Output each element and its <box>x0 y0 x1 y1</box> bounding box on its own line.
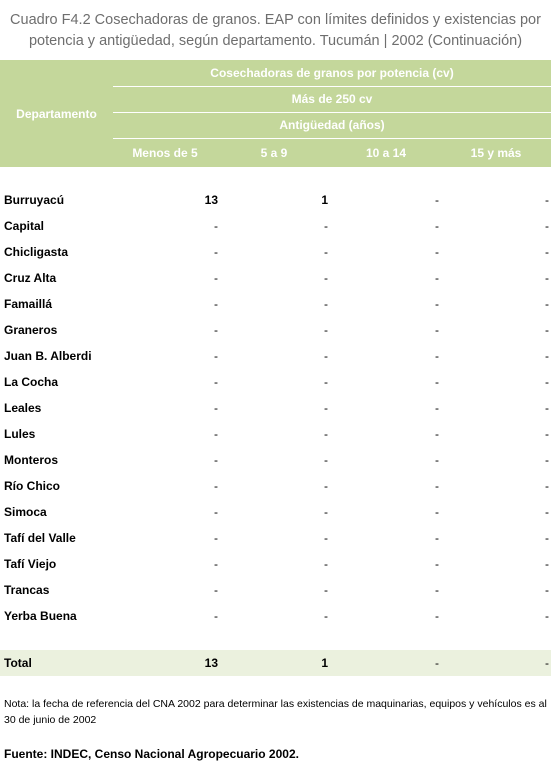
table-row <box>0 213 551 239</box>
table-cell: - <box>214 375 218 389</box>
column-header-menos-de-5: Menos de 5 <box>132 146 198 160</box>
table-cell: - <box>435 609 439 623</box>
table-cell: - <box>214 453 218 467</box>
department-name: Burruyacú <box>4 193 65 207</box>
table-row <box>0 239 551 265</box>
table-cell: - <box>214 505 218 519</box>
table-cell: - <box>435 401 439 415</box>
table-cell: - <box>545 401 549 415</box>
table-row <box>0 265 551 291</box>
table-cell: - <box>435 375 439 389</box>
table-cell: - <box>545 479 549 493</box>
table-cell: - <box>435 193 439 207</box>
footnote: Nota: la fecha de referencia del CNA 2002 para determinar las existencias de maquinarias, equipos y vehículos es al 30 de junio de 2002 <box>4 698 547 726</box>
table-cell: - <box>435 557 439 571</box>
header-age-columns <box>113 139 551 167</box>
department-name: Trancas <box>4 583 50 597</box>
department-name: Simoca <box>4 505 47 519</box>
table-cell: - <box>214 401 218 415</box>
department-name: Río Chico <box>4 479 60 493</box>
table-row <box>0 577 551 603</box>
column-header-5-a-9: 5 a 9 <box>260 146 288 160</box>
table-cell: - <box>324 245 328 259</box>
table-cell: - <box>214 271 218 285</box>
table-cell: - <box>435 219 439 233</box>
table-row <box>0 473 551 499</box>
table-cell: - <box>545 349 549 363</box>
table-cell: - <box>435 453 439 467</box>
table-cell: - <box>545 193 549 207</box>
table-cell: - <box>435 479 439 493</box>
table-cell: - <box>545 505 549 519</box>
total-label: Total <box>4 656 32 670</box>
table-cell: - <box>435 297 439 311</box>
table-cell: - <box>435 531 439 545</box>
table-body <box>0 187 551 629</box>
table-row <box>0 369 551 395</box>
header-power-group: Cosechadoras de granos por potencia (cv) <box>210 66 454 80</box>
total-cell: - <box>545 656 549 670</box>
table-cell: - <box>214 219 218 233</box>
total-row <box>0 650 551 676</box>
department-name: Tafí Viejo <box>4 557 57 571</box>
table-row <box>0 317 551 343</box>
table-cell: 13 <box>204 193 218 207</box>
table-title: Cuadro F4.2 Cosechadoras de granos. EAP con límites definidos y existencias por potencia y antigüedad, según departamento. Tucumán | 2002 (Continuación) <box>10 12 541 49</box>
department-name: Cruz Alta <box>4 271 57 285</box>
table-cell: - <box>324 375 328 389</box>
table-cell: - <box>435 271 439 285</box>
header-power-range: Más de 250 cv <box>291 92 373 106</box>
table-row <box>0 603 551 629</box>
table-cell: - <box>545 609 549 623</box>
table-cell: - <box>324 271 328 285</box>
table-cell: - <box>214 427 218 441</box>
table-cell: - <box>324 531 328 545</box>
table-cell: - <box>435 583 439 597</box>
table-row <box>0 291 551 317</box>
department-name: La Cocha <box>4 375 59 389</box>
table-row <box>0 187 551 213</box>
table-cell: - <box>545 219 549 233</box>
table-cell: - <box>435 427 439 441</box>
source-note: Fuente: INDEC, Censo Nacional Agropecuario 2002. <box>4 747 299 761</box>
department-name: Graneros <box>4 323 58 337</box>
table-cell: - <box>435 323 439 337</box>
total-cell: 1 <box>321 656 328 670</box>
total-cell: - <box>435 656 439 670</box>
table-row <box>0 525 551 551</box>
table-cell: - <box>214 609 218 623</box>
table-cell: - <box>545 323 549 337</box>
table-cell: - <box>214 349 218 363</box>
table-row <box>0 551 551 577</box>
table-cell: - <box>324 401 328 415</box>
header-department: Departamento <box>16 106 97 121</box>
table-cell: - <box>545 297 549 311</box>
header-age-group: Antigüedad (años) <box>279 118 385 132</box>
department-name: Capital <box>4 219 45 233</box>
table-cell: - <box>214 557 218 571</box>
department-name: Tafí del Valle <box>4 531 76 545</box>
table-cell: - <box>545 427 549 441</box>
table-cell: - <box>324 557 328 571</box>
table-row <box>0 499 551 525</box>
table-cell: - <box>324 323 328 337</box>
table-cell: - <box>324 583 328 597</box>
table-cell: - <box>545 453 549 467</box>
table-cell: - <box>214 583 218 597</box>
table-row <box>0 343 551 369</box>
department-name: Monteros <box>4 453 58 467</box>
table-cell: - <box>324 427 328 441</box>
table-cell: - <box>545 557 549 571</box>
table-cell: - <box>214 479 218 493</box>
table-cell: - <box>545 375 549 389</box>
table-row <box>0 421 551 447</box>
department-name: Yerba Buena <box>4 609 77 623</box>
table-cell: - <box>545 531 549 545</box>
table-cell: - <box>324 349 328 363</box>
table-cell: - <box>214 245 218 259</box>
table-cell: - <box>324 479 328 493</box>
table-row <box>0 395 551 421</box>
table-cell: - <box>324 297 328 311</box>
table-row <box>0 447 551 473</box>
department-name: Leales <box>4 401 42 415</box>
table-cell: - <box>545 245 549 259</box>
table-cell: 1 <box>321 193 328 207</box>
table-cell: - <box>545 271 549 285</box>
total-cell: 13 <box>204 656 218 670</box>
table-cell: - <box>324 219 328 233</box>
column-header-15-y-mas: 15 y más <box>470 146 522 160</box>
table-cell: - <box>214 531 218 545</box>
department-name: Chicligasta <box>4 245 69 259</box>
department-name: Lules <box>4 427 36 441</box>
table-cell: - <box>324 453 328 467</box>
table-cell: - <box>545 583 549 597</box>
table-cell: - <box>214 323 218 337</box>
department-name: Juan B. Alberdi <box>4 349 92 363</box>
table-cell: - <box>214 297 218 311</box>
column-header-10-a-14: 10 a 14 <box>365 146 407 160</box>
table-cell: - <box>324 609 328 623</box>
table-cell: - <box>435 245 439 259</box>
table-header <box>0 60 551 167</box>
department-name: Famaillá <box>4 297 53 311</box>
table-cell: - <box>435 349 439 363</box>
table-cell: - <box>435 505 439 519</box>
table-cell: - <box>324 505 328 519</box>
